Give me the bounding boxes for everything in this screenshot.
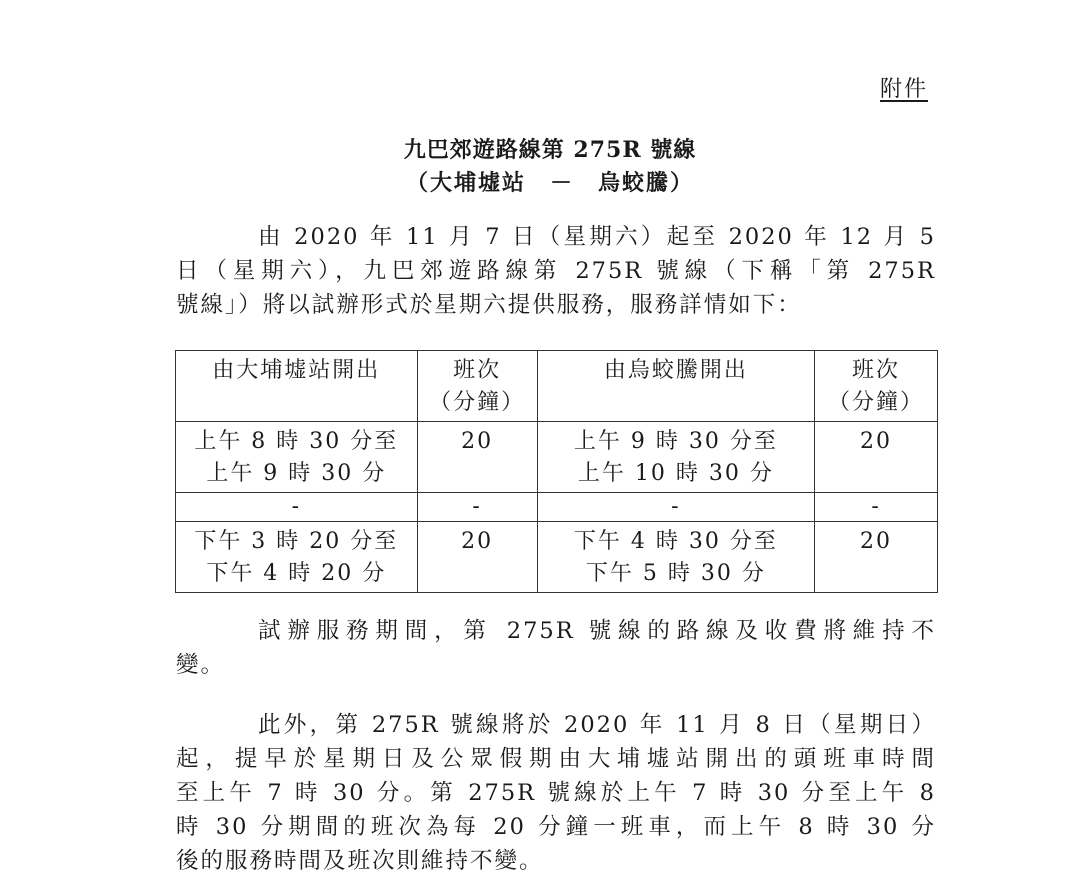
paragraph-line: 變。 xyxy=(176,652,226,678)
paragraph-trial-fares xyxy=(176,614,936,682)
table-cell: 上午 8 時 30 分至 上午 9 時 30 分 xyxy=(176,422,418,493)
table-cell: - xyxy=(815,493,938,522)
annex-label: 附件 xyxy=(880,77,929,102)
table-cell: 20 xyxy=(417,522,537,593)
paragraph-line: 日（星期六），九巴郊遊路線第 275R 號線（下稱「第 275R xyxy=(176,258,936,284)
paragraph-line: 時 30 分期間的班次為每 20 分鐘一班車，而上午 8 時 30 分 xyxy=(176,814,936,840)
table-cell: 20 xyxy=(417,422,537,493)
table-cell: 下午 3 時 20 分至 下午 4 時 20 分 xyxy=(176,522,418,593)
table-header-row xyxy=(176,351,938,422)
table-cell: 上午 9 時 30 分至 上午 10 時 30 分 xyxy=(537,422,814,493)
table-cell: 下午 4 時 30 分至 下午 5 時 30 分 xyxy=(537,522,814,593)
paragraph-line: 試辦服務期間，第 275R 號線的路線及收費將維持不 xyxy=(258,618,936,644)
paragraph-sunday-change xyxy=(176,708,936,878)
paragraph-line: 至上午 7 時 30 分。第 275R 號線於上午 7 時 30 分至上午 8 xyxy=(176,780,936,806)
paragraph-line: 此外，第 275R 號線將於 2020 年 11 月 8 日（星期日） xyxy=(258,712,936,738)
table-cell: - xyxy=(537,493,814,522)
table-cell: 20 xyxy=(815,522,938,593)
header-departure-wukautang: 由烏蛟騰開出 xyxy=(537,351,814,422)
paragraph-line: 號線」）將以試辦形式於星期六提供服務，服務詳情如下： xyxy=(176,292,802,318)
header-frequency-1: 班次 （分鐘） xyxy=(417,351,537,422)
table-row xyxy=(176,422,938,493)
table-row xyxy=(176,522,938,593)
paragraph-line: 由 2020 年 11 月 7 日（星期六）起至 2020 年 12 月 5 xyxy=(258,224,936,250)
document-title: 九巴郊遊路線第 275R 號線 xyxy=(403,137,697,163)
document-subtitle: （大埔墟站 － 烏蛟騰） xyxy=(405,170,694,196)
table-cell: 20 xyxy=(815,422,938,493)
table-cell: - xyxy=(417,493,537,522)
table-cell: - xyxy=(176,493,418,522)
paragraph-service-intro xyxy=(176,220,936,322)
paragraph-line: 後的服務時間及班次則維持不變。 xyxy=(176,848,544,874)
paragraph-line: 起，提早於星期日及公眾假期由大埔墟站開出的頭班車時間 xyxy=(176,746,936,772)
header-frequency-2: 班次 （分鐘） xyxy=(815,351,938,422)
header-departure-taipo: 由大埔墟站開出 xyxy=(176,351,418,422)
schedule-table xyxy=(175,350,938,593)
table-row xyxy=(176,493,938,522)
